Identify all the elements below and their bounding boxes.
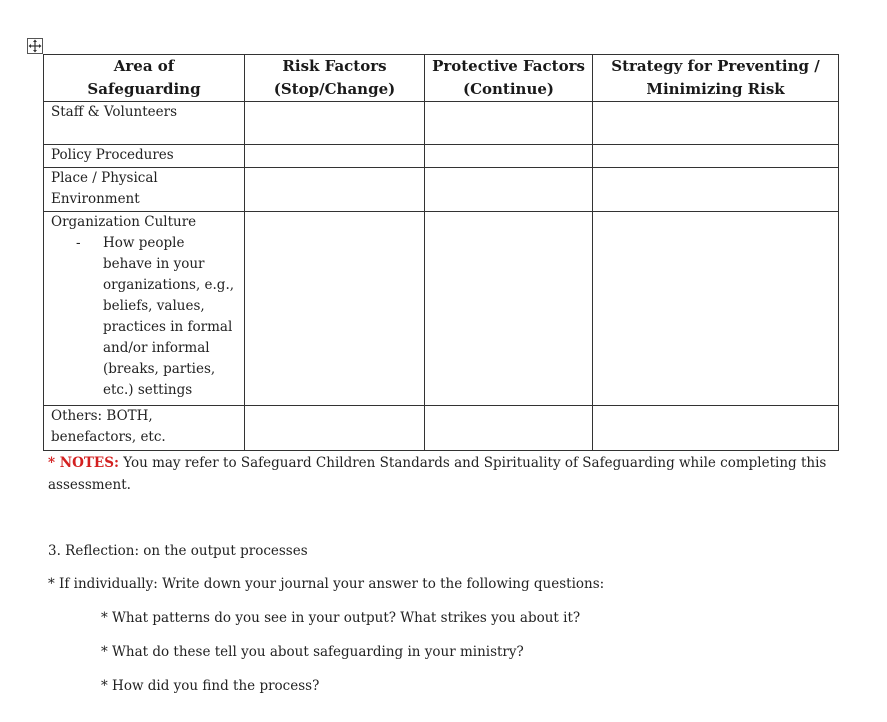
risk-cell[interactable]: [245, 145, 425, 168]
table-row: [44, 145, 839, 168]
area-cell[interactable]: [44, 212, 245, 406]
table-header-row: [44, 55, 839, 102]
area-cell[interactable]: Staff & Volunteers: [44, 102, 245, 145]
header-risk-factors: Risk Factors (Stop/Change): [245, 55, 425, 102]
strategy-cell[interactable]: [593, 212, 839, 406]
header-protective-factors: Protective Factors (Continue): [425, 55, 593, 102]
notes-text: You may refer to Safeguard Children Standards and Spirituality of Safeguarding while completing this assessment.: [48, 455, 827, 493]
notes-paragraph: [48, 452, 828, 496]
reflection-question: * What patterns do you see in your output? What strikes you about it?: [101, 610, 581, 626]
strategy-cell[interactable]: [593, 406, 839, 451]
strategy-cell[interactable]: [593, 168, 839, 212]
table-row: [44, 406, 839, 451]
table-row: [44, 102, 839, 145]
area-cell[interactable]: Others: BOTH, benefactors, etc.: [44, 406, 245, 451]
header-strategy: Strategy for Preventing / Minimizing Risk: [593, 55, 839, 102]
area-subitem: [76, 233, 237, 401]
strategy-cell[interactable]: [593, 145, 839, 168]
header-area: Area of Safeguarding: [44, 55, 245, 102]
protective-cell[interactable]: [425, 168, 593, 212]
area-label: Organization Culture: [51, 214, 197, 230]
dash-bullet: -: [76, 235, 81, 251]
area-cell[interactable]: Policy Procedures: [44, 145, 245, 168]
table-move-handle-icon[interactable]: [27, 38, 43, 54]
protective-cell[interactable]: [425, 145, 593, 168]
risk-cell[interactable]: [245, 102, 425, 145]
reflection-question: * How did you find the process?: [101, 678, 320, 694]
risk-cell[interactable]: [245, 212, 425, 406]
protective-cell[interactable]: [425, 102, 593, 145]
risk-cell[interactable]: [245, 406, 425, 451]
safeguarding-assessment-table: [43, 54, 839, 451]
area-subitem-text: How people behave in your organizations, e.g., beliefs, values, practices in formal and/or informal (breaks, parties, etc.) settings: [103, 235, 235, 398]
protective-cell[interactable]: [425, 212, 593, 406]
reflection-instruction: * If individually: Write down your journal your answer to the following questions:: [48, 576, 605, 592]
table-row: [44, 168, 839, 212]
reflection-question: * What do these tell you about safeguarding in your ministry?: [101, 644, 524, 660]
strategy-cell[interactable]: [593, 102, 839, 145]
protective-cell[interactable]: [425, 406, 593, 451]
reflection-title: 3. Reflection: on the output processes: [48, 543, 308, 559]
area-cell[interactable]: Place / Physical Environment: [44, 168, 245, 212]
table-row: [44, 212, 839, 406]
risk-cell[interactable]: [245, 168, 425, 212]
notes-label: * NOTES:: [48, 455, 119, 471]
